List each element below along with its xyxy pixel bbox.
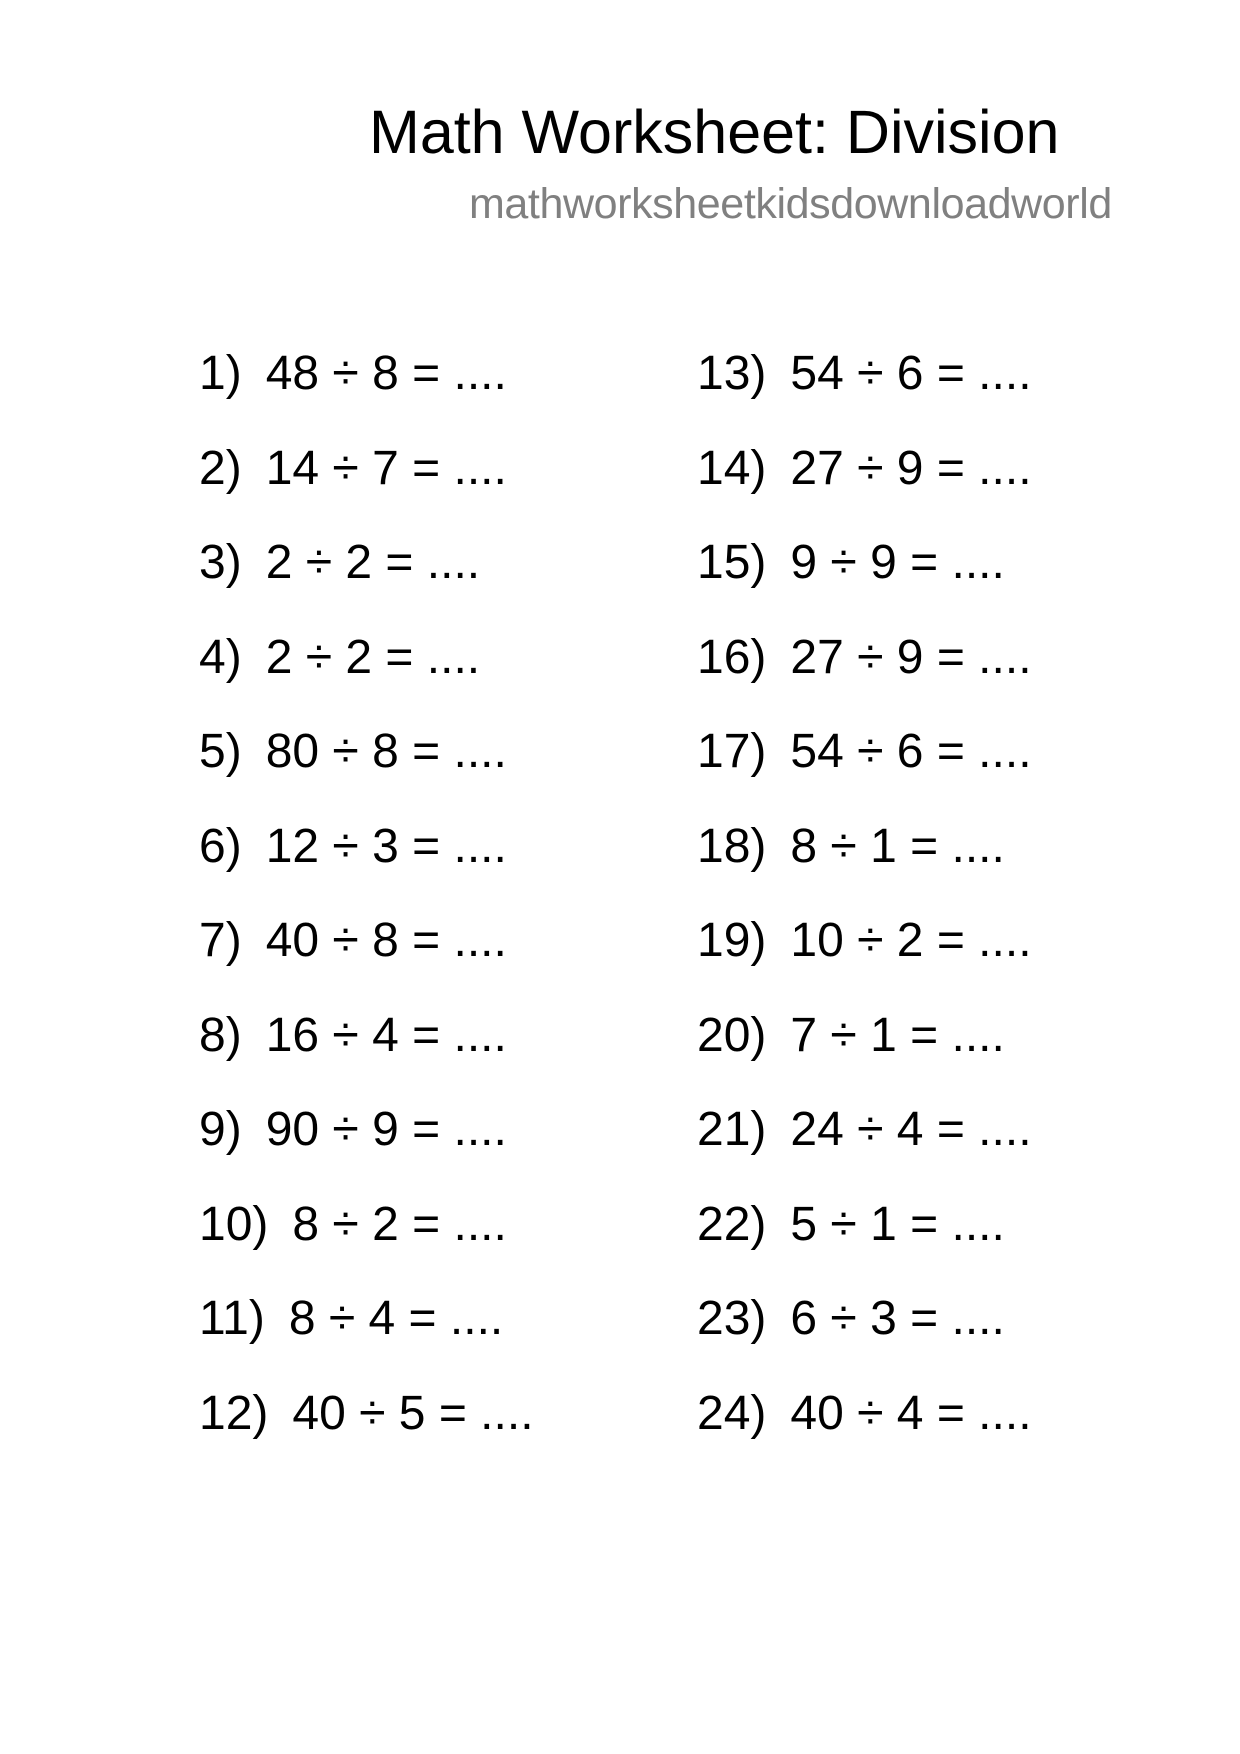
problem-item [697, 1100, 1032, 1195]
problem-number: 17) [697, 725, 767, 778]
problem-number: 15) [697, 536, 767, 589]
problem-expression: 54 ÷ 6 = .... [790, 347, 1032, 400]
problem-expression: 90 ÷ 9 = .... [265, 1103, 507, 1156]
problem-number: 20) [697, 1008, 767, 1062]
problem-item [697, 911, 1032, 1006]
problem-item [199, 344, 534, 439]
problem-expression: 12 ÷ 3 = .... [265, 819, 507, 873]
problem-column-right [697, 344, 1032, 1478]
problem-number: 7) [199, 914, 242, 967]
problem-number: 19) [697, 914, 767, 967]
problem-expression: 14 ÷ 7 = .... [265, 441, 507, 495]
problem-item [697, 344, 1032, 439]
problem-expression: 2 ÷ 2 = .... [265, 536, 481, 589]
problem-item [199, 1289, 534, 1384]
problem-expression: 24 ÷ 4 = .... [790, 1103, 1032, 1156]
problem-item [697, 1006, 1032, 1101]
problem-item [697, 1195, 1032, 1290]
page-title: Math Worksheet: Division [369, 98, 1060, 166]
problem-number: 1) [199, 347, 242, 400]
problem-expression: 9 ÷ 9 = .... [790, 536, 1005, 589]
problem-number: 23) [697, 1292, 767, 1345]
problem-number: 5) [199, 725, 242, 778]
problem-number: 14) [697, 441, 767, 495]
problem-item [697, 722, 1032, 817]
problem-expression: 10 ÷ 2 = .... [790, 914, 1032, 967]
problem-item [199, 1006, 534, 1101]
problem-item [199, 722, 534, 817]
problem-number: 16) [697, 630, 767, 684]
problem-number: 24) [697, 1386, 767, 1440]
problem-expression: 40 ÷ 5 = .... [292, 1386, 534, 1440]
page-subtitle: mathworksheetkidsdownloadworld [469, 180, 1112, 228]
problem-number: 2) [199, 441, 242, 495]
problem-expression: 5 ÷ 1 = .... [790, 1197, 1005, 1251]
problem-number: 4) [199, 630, 242, 684]
problem-item [199, 628, 534, 723]
problem-number: 11) [199, 1292, 265, 1345]
problem-item [697, 817, 1032, 912]
problem-item [199, 1195, 534, 1290]
problem-number: 18) [697, 819, 767, 873]
problem-expression: 16 ÷ 4 = .... [265, 1008, 507, 1062]
problem-item [697, 628, 1032, 723]
problem-item [697, 1289, 1032, 1384]
problem-expression: 8 ÷ 2 = .... [292, 1197, 507, 1251]
problem-expression: 2 ÷ 2 = .... [265, 630, 481, 684]
problem-expression: 80 ÷ 8 = .... [265, 725, 507, 778]
problem-expression: 8 ÷ 4 = .... [288, 1292, 504, 1345]
problem-number: 8) [199, 1008, 242, 1062]
problem-expression: 8 ÷ 1 = .... [790, 819, 1005, 873]
problem-item [697, 1384, 1032, 1479]
problem-expression: 7 ÷ 1 = .... [790, 1008, 1005, 1062]
problem-expression: 6 ÷ 3 = .... [790, 1292, 1005, 1345]
problem-column-left [199, 344, 534, 1478]
problem-expression: 48 ÷ 8 = .... [265, 347, 507, 400]
problem-expression: 54 ÷ 6 = .... [790, 725, 1032, 778]
problem-number: 6) [199, 819, 242, 873]
problem-item [199, 439, 534, 534]
problem-number: 3) [199, 536, 242, 589]
problem-item [697, 439, 1032, 534]
problem-item [199, 1384, 534, 1479]
problem-number: 9) [199, 1103, 242, 1156]
problem-number: 13) [697, 347, 767, 400]
problem-expression: 40 ÷ 4 = .... [790, 1386, 1032, 1440]
problem-expression: 27 ÷ 9 = .... [790, 441, 1032, 495]
problem-expression: 40 ÷ 8 = .... [265, 914, 507, 967]
problem-number: 21) [697, 1103, 767, 1156]
problem-number: 22) [697, 1197, 767, 1251]
problem-item [199, 1100, 534, 1195]
problem-item [697, 533, 1032, 628]
problem-number: 10) [199, 1197, 269, 1251]
problem-item [199, 817, 534, 912]
problem-item [199, 533, 534, 628]
problem-number: 12) [199, 1386, 269, 1440]
problem-expression: 27 ÷ 9 = .... [790, 630, 1032, 684]
problem-item [199, 911, 534, 1006]
